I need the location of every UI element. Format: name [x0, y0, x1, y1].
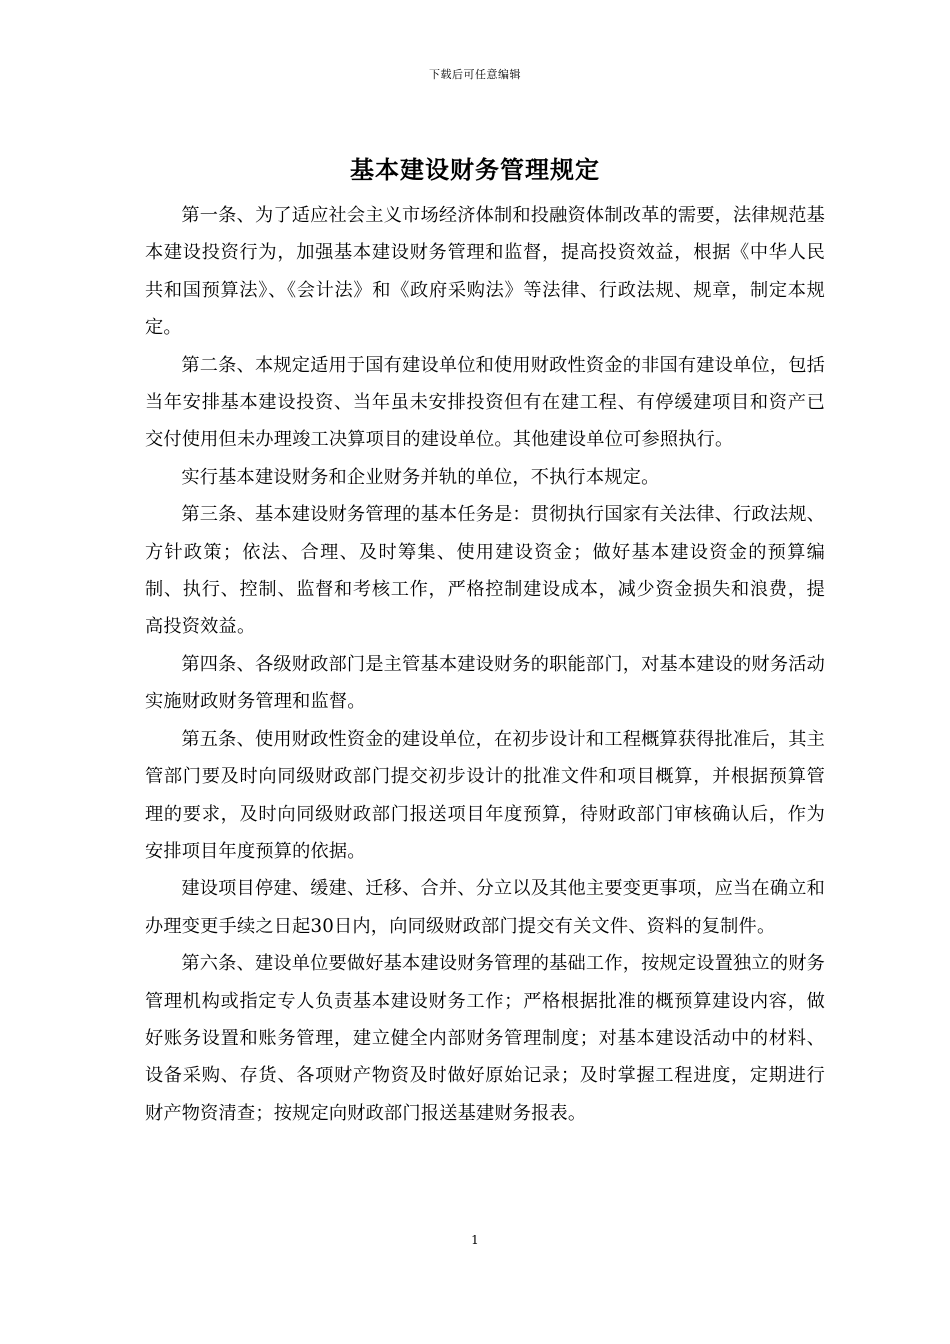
paragraph-article-5-supplement: 建设项目停建、缓建、迁移、合并、分立以及其他主要变更事项，应当在确立和办理变更手续之日起30日内，向同级财政部门提交有关文件、资料的复制件。	[145, 878, 825, 937]
paragraph-article-6: 第六条、建设单位要做好基本建设财务管理的基础工作，按规定设置独立的财务管理机构或指定专人负责基本建设财务工作；严格根据批准的概预算建设内容，做好账务设置和账务管理，建立健全内部财务管理制度；对基本建设活动中的材料、设备采购、存货、各项财产物资及时做好原始记录；及时掌握工程进度，定期进行财产物资清查；按规定向财政部门报送基建财务报表。	[145, 953, 825, 1124]
paragraph-article-2: 第二条、本规定适用于国有建设单位和使用财政性资金的非国有建设单位，包括当年安排基本建设投资、当年虽未安排投资但有在建工程、有停缓建项目和资产已交付使用但未办理竣工决算项目的建设单位。其他建设单位可参照执行。	[145, 354, 825, 451]
paragraph-article-3: 第三条、基本建设财务管理的基本任务是：贯彻执行国家有关法律、行政法规、方针政策；依法、合理、及时筹集、使用建设资金；做好基本建设资金的预算编制、执行、控制、监督和考核工作，严格控制建设成本，减少资金损失和浪费，提高投资效益。	[145, 504, 825, 638]
paragraph-article-1: 第一条、为了适应社会主义市场经济体制和投融资体制改革的需要，法律规范基本建设投资行为，加强基本建设财务管理和监督，提高投资效益，根据《中华人民共和国预算法》、《会计法》和《政府采购法》等法律、行政法规、规章，制定本规定。	[145, 205, 825, 339]
header-note: 下载后可任意编辑	[429, 68, 521, 81]
document-body	[145, 197, 825, 1132]
document-title: 基本建设财务管理规定	[350, 155, 600, 184]
paragraph-article-2-note: 实行基本建设财务和企业财务并轨的单位，不执行本规定。	[181, 466, 660, 488]
paragraph-article-4: 第四条、各级财政部门是主管基本建设财务的职能部门，对基本建设的财务活动实施财政财务管理和监督。	[145, 653, 825, 713]
paragraph-article-5: 第五条、使用财政性资金的建设单位，在初步设计和工程概算获得批准后，其主管部门要及时向同级财政部门提交初步设计的批准文件和项目概算，并根据预算管理的要求，及时向同级财政部门报送项目年度预算，待财政部门审核确认后，作为安排项目年度预算的依据。	[145, 728, 825, 862]
page-number: 1	[471, 1233, 479, 1247]
